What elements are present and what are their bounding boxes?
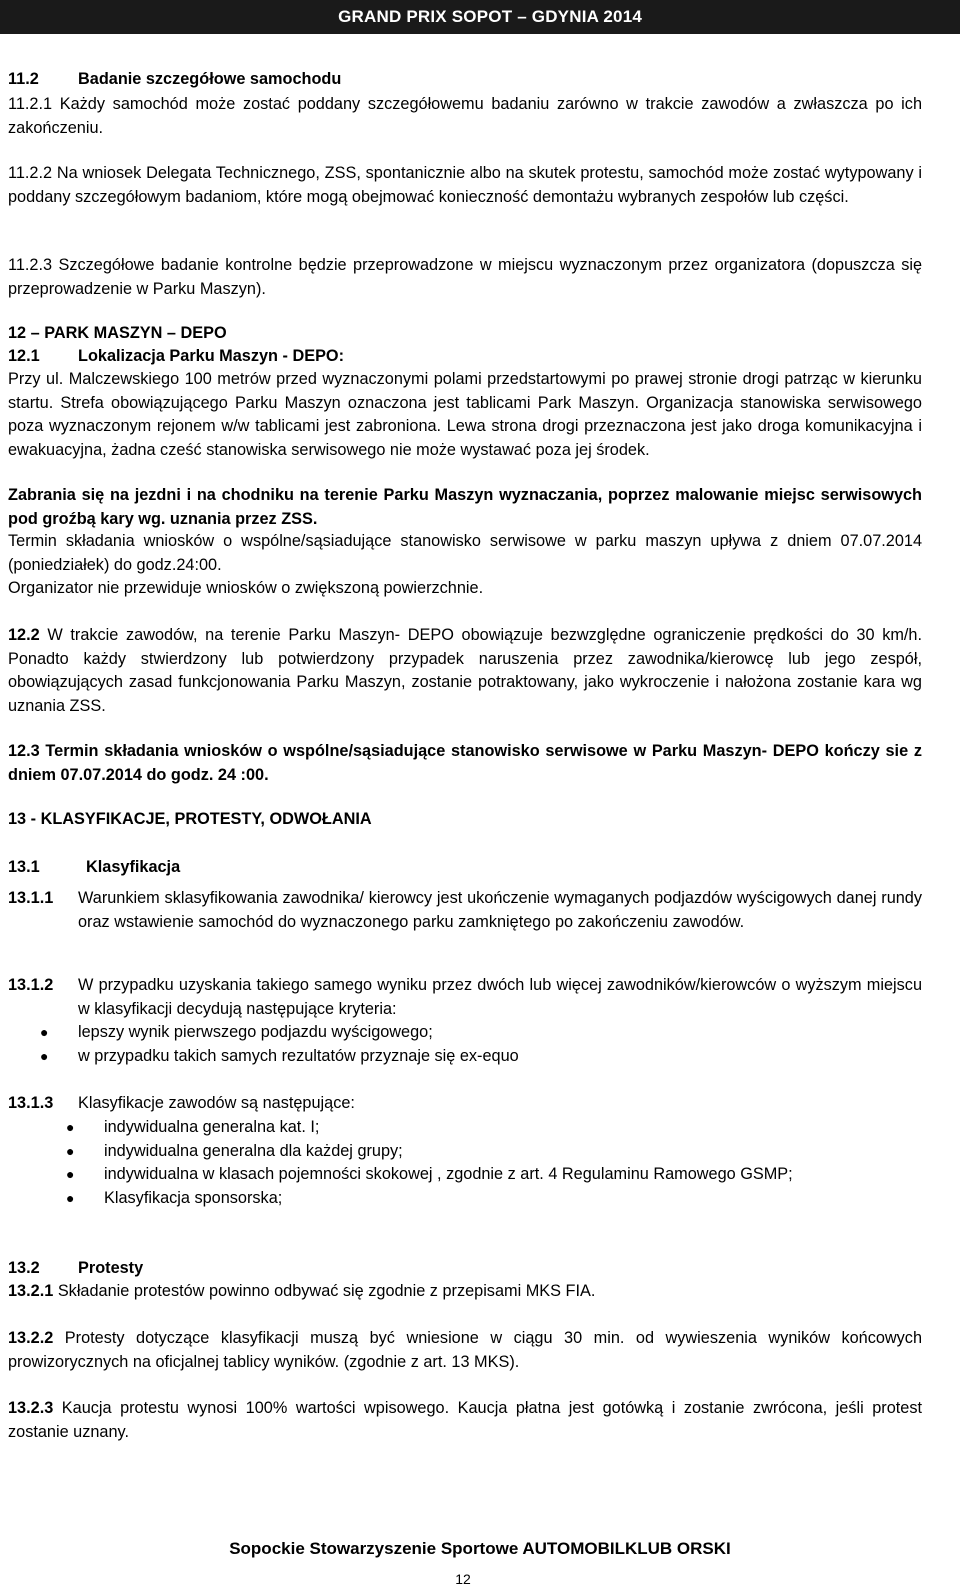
deadline-text: Termin składania wniosków o wspólne/sąsiadujące stanowisko serwisowe w parku maszyn upływa z dniem 07.07.2014 (poniedziałek) do godz.24:00.: [8, 532, 922, 574]
section-title: Protesty: [78, 1259, 144, 1277]
paragraph-number: 11.2.2: [8, 164, 53, 182]
paragraph-number: 13.1.2: [8, 976, 54, 994]
paragraph-13-2-2: [8, 1327, 922, 1374]
paragraph-text: Klasyfikacje zawodów są następujące:: [78, 1094, 355, 1112]
list-item: [66, 1116, 922, 1140]
paragraph-text: Każdy samochód może zostać poddany szczegółowemu badaniu zarówno w trakcie zawodów a zwłaszcza po ich zakończeniu.: [8, 95, 922, 137]
list-item-text: indywidualna generalna kat. I;: [104, 1118, 320, 1136]
section-13-2-heading: [8, 1257, 922, 1281]
page-header-bar: [0, 0, 960, 34]
paragraph-number: 13.2.1: [8, 1282, 54, 1300]
paragraph-text: W trakcie zawodów, na terenie Parku Maszyn- DEPO obowiązuje bezwzględne ograniczenie prędkości do 30 km/h. Ponadto każdy stwierdzony lub potwierdzony przypadek naruszenia przez zawodnika/kierowcę lub jego zespół, obowiązujących zasad funkcjonowania Parku Maszyn, zostanie potraktowany, jako wykroczenie i nałożona zostanie kara wg uznania ZSS.: [8, 626, 922, 715]
paragraph-11-2-3: [8, 254, 922, 301]
list-item: [40, 1021, 922, 1045]
classification-types-list: [66, 1116, 922, 1210]
list-item-text: Klasyfikacja sponsorska;: [104, 1188, 283, 1207]
paragraph-number: 13.1.3: [8, 1094, 54, 1112]
bullet-icon: ●: [66, 1166, 75, 1182]
paragraph-13-1-1: [8, 887, 922, 934]
section-number: 13.1: [8, 858, 40, 876]
list-item-text: lepszy wynik pierwszego podjazdu wyścigowego;: [78, 1023, 433, 1041]
section-12-heading: 12 – PARK MASZYN – DEPO: [8, 324, 227, 342]
paragraph-12-3: [8, 740, 922, 787]
paragraph-text: Warunkiem sklasyfikowania zawodnika/ kierowcy jest ukończenie wymaganych podjazdów wyścigowych danej rundy oraz wstawienie samochód do wyznaczonego parku zamkniętego po zakończeniu zawodów.: [78, 889, 922, 931]
paragraph-text: Protesty dotyczące klasyfikacji muszą być wniesione w ciągu 30 min. od wywieszenia wyników końcowych prowizorycznych na oficjalnej tablicy wyników. (zgodnie z art. 13 MKS).: [8, 1329, 922, 1371]
list-item: [66, 1140, 922, 1164]
location-description: Przy ul. Malczewskiego 100 metrów przed wyznaczonymi polami przedstartowymi po prawej stronie drogi patrząc w kierunku startu. Strefa obowiązującego Parku Maszyn oznaczona jest tablicami Park Maszyn. Organizacja stanowiska serwisowego poza wyznaczonym rejonem w/w tablicami jest zabroniona. Lewa strona drogi przeznaczona jest jako droga komunikacyjna i ewakuacyjna, żadna cześć stanowiska serwisowego nie może wystawać poza jej środek.: [8, 370, 922, 459]
paragraph-text: Kaucja protestu wynosi 100% wartości wpisowego. Kaucja płatna jest gotówką i zostanie zwrócona, jeśli protest zostanie uznany.: [8, 1399, 923, 1441]
paragraph-number: 12.3: [8, 742, 40, 760]
paragraph-number: 13.1.1: [8, 889, 54, 907]
list-item-text: w przypadku takich samych rezultatów przyznaje się ex-equo: [78, 1046, 519, 1065]
bullet-icon: ●: [66, 1142, 75, 1159]
section-number: 13.2: [8, 1259, 40, 1277]
page-number: 12: [455, 1571, 471, 1587]
paragraph-number: 13.2.3: [8, 1399, 54, 1417]
paragraph-text: Składanie protestów powinno odbywać się zgodnie z przepisami MKS FIA.: [57, 1282, 596, 1300]
list-item-text: indywidualna w klasach pojemności skokowej , zgodnie z art. 4 Regulaminu Ramowego GSMP;: [104, 1165, 793, 1183]
paragraph-13-2-1: [8, 1280, 922, 1304]
paragraph-number: 11.2.3: [8, 256, 53, 274]
list-item: [66, 1163, 922, 1187]
organizer-note: Organizator nie przewiduje wniosków o zwiększoną powierzchnie.: [8, 579, 484, 597]
paragraph-11-2-1: [8, 93, 922, 140]
paragraph-number: 13.2.2: [8, 1329, 54, 1347]
list-item: [66, 1187, 922, 1211]
section-title: Badanie szczegółowe samochodu: [78, 70, 342, 88]
footer-organization: Sopockie Stowarzyszenie Sportowe AUTOMOBILKLUB ORSKI: [229, 1539, 731, 1558]
paragraph-number: 11.2.1: [8, 95, 53, 113]
section-13-heading: 13 - KLASYFIKACJE, PROTESTY, ODWOŁANIA: [8, 810, 372, 828]
header-title: GRAND PRIX SOPOT – GDYNIA 2014: [338, 7, 642, 26]
bullet-icon: ●: [40, 1024, 49, 1040]
paragraph-text: W przypadku uzyskania takiego samego wyniku przez dwóch lub więcej zawodników/kierowców o wyższym miejscu w klasyfikacji decydują następujące kryteria:: [78, 976, 922, 1018]
section-title: Klasyfikacja: [86, 858, 181, 876]
list-item-text: indywidualna generalna dla każdej grupy;: [104, 1141, 403, 1160]
bullet-icon: ●: [66, 1119, 75, 1135]
paragraph-13-1-2: [8, 974, 922, 1021]
paragraph-13-1-3: [8, 1092, 922, 1116]
bold-warning: Zabrania się na jezdni i na chodniku na terenie Parku Maszyn wyznaczania, poprzez malowanie miejsc serwisowych pod groźbą kary wg. uznania przez ZSS.: [8, 486, 922, 528]
paragraph-11-2-2: [8, 162, 922, 209]
paragraph-number: 12.2: [8, 626, 40, 644]
paragraph-text: Szczegółowe badanie kontrolne będzie przeprowadzone w miejscu wyznaczonym przez organizatora (dopuszcza się przeprowadzenie w Parku Maszyn).: [8, 256, 923, 298]
section-12-1-heading: [8, 345, 922, 369]
section-number: 12.1: [8, 347, 40, 365]
section-title: Lokalizacja Parku Maszyn - DEPO:: [78, 347, 345, 365]
paragraph-12-2: [8, 624, 922, 718]
bullet-icon: ●: [40, 1047, 49, 1064]
section-number: 11.2: [8, 70, 39, 88]
section-11-2-heading: [8, 68, 922, 92]
paragraph-text: Na wniosek Delegata Technicznego, ZSS, spontanicznie albo na skutek protestu, samochód może zostać wytypowany i poddany szczegółowym badaniom, które mogą obejmować konieczność demontażu wybranych zespołów lub części.: [8, 164, 922, 206]
tiebreak-criteria-list: [40, 1021, 922, 1068]
paragraph-13-2-3: [8, 1397, 922, 1444]
section-13-1-heading: [8, 856, 922, 880]
bullet-icon: ●: [66, 1189, 75, 1206]
paragraph-text: Termin składania wniosków o wspólne/sąsiadujące stanowisko serwisowe w Parku Maszyn- DEPO kończy sie z dniem 07.07.2014 do godz. 24 :00.: [8, 742, 922, 784]
list-item: [40, 1045, 922, 1069]
